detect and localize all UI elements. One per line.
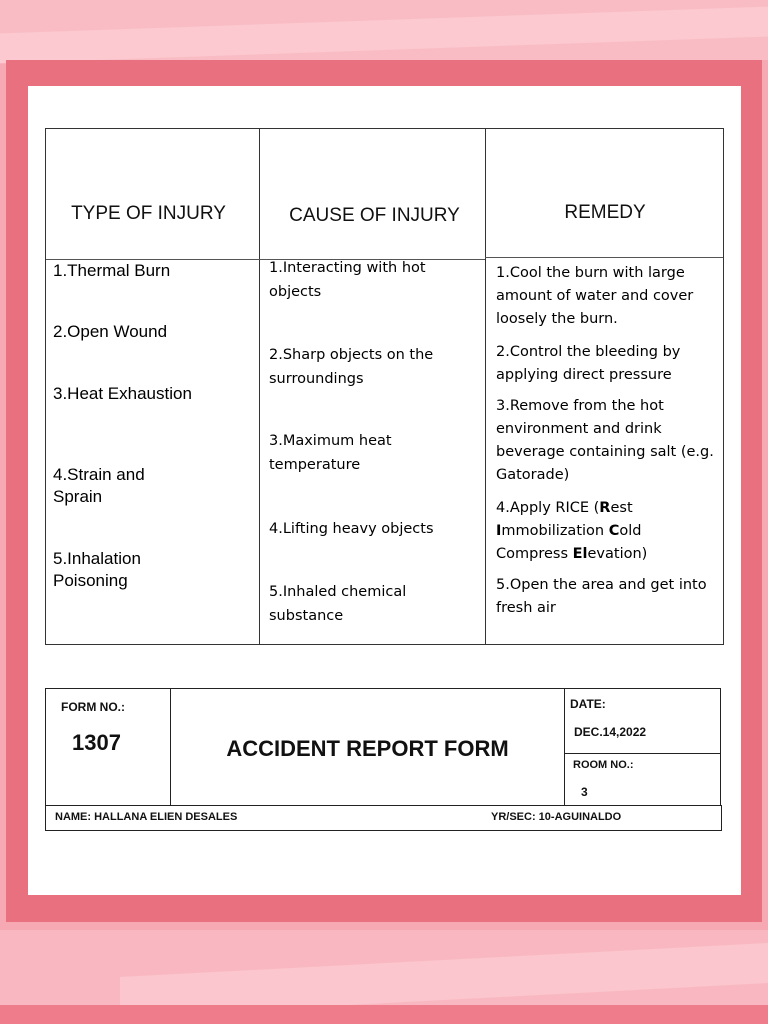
- injury-type-item: 2.Open Wound: [53, 322, 168, 341]
- remedy-item: 2.Control the bleeding by applying direct pressure: [496, 344, 681, 383]
- remedy-item: 1.Cool the burn with large amount of water and cover loosely the burn.: [496, 265, 694, 327]
- year-section: YR/SEC: 10-AGUINALDO: [491, 811, 622, 823]
- injury-type-item: 4.Strain and Sprain: [53, 465, 145, 506]
- remedy-item: 4.Apply RICE (Rest Immobilization Cold Compress Elevation): [496, 500, 648, 562]
- cause-item: 2.Sharp objects on the surroundings: [269, 347, 434, 387]
- room-value: 3: [581, 785, 588, 799]
- injury-type-item: 3.Heat Exhaustion: [53, 384, 192, 403]
- cause-item: 3.Maximum heat temperature: [269, 433, 392, 473]
- injury-table: [45, 128, 724, 645]
- form-no-value: 1307: [72, 730, 121, 755]
- row-divider: [485, 257, 723, 258]
- cause-item: 1.Interacting with hot objects: [269, 260, 426, 300]
- cause-item: 5.Inhaled chemical substance: [269, 584, 407, 624]
- injury-type-item: 5.Inhalation Poisoning: [53, 549, 141, 590]
- remedy-item: 3.Remove from the hot environment and drink beverage containing salt (e.g. Gatorade): [496, 398, 714, 483]
- header-remedy: REMEDY: [564, 202, 646, 223]
- injury-type-item: 1.Thermal Burn: [53, 261, 171, 280]
- remedy-item: 5.Open the area and get into fresh air: [496, 577, 707, 616]
- form-no-label: FORM NO.:: [61, 700, 125, 714]
- form-title: ACCIDENT REPORT FORM: [226, 736, 509, 761]
- student-name: NAME: HALLANA ELIEN DESALES: [55, 811, 238, 823]
- header-type-of-injury: TYPE OF INJURY: [71, 203, 226, 224]
- date-value: DEC.14,2022: [574, 725, 647, 739]
- date-label: DATE:: [570, 697, 606, 711]
- background-band: [0, 1005, 768, 1024]
- column-divider: [485, 129, 486, 644]
- cause-item: 4.Lifting heavy objects: [269, 521, 434, 537]
- accident-report-form-header: [45, 688, 722, 831]
- room-label: ROOM NO.:: [573, 759, 634, 771]
- column-divider: [259, 129, 260, 644]
- header-cause-of-injury: CAUSE OF INJURY: [289, 205, 460, 226]
